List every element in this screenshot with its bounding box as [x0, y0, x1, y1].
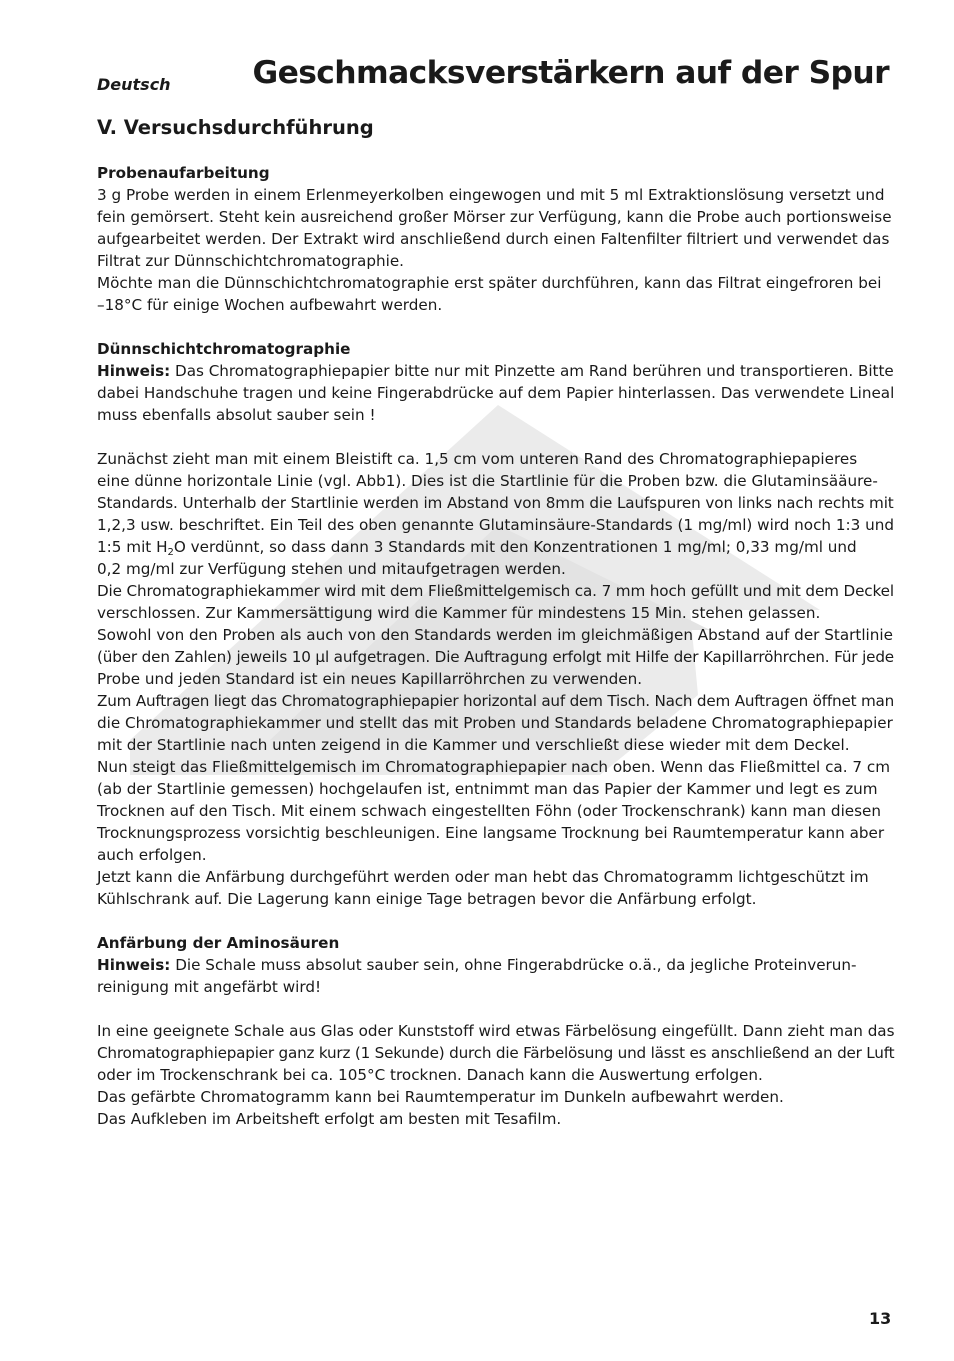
- paragraph-line: verschlossen. Zur Kammersättigung wird die Kammer für mindestens 15 Min. stehen gelassen.: [97, 604, 821, 622]
- spacer: [97, 998, 892, 1020]
- paragraph-line: In eine geeignete Schale aus Glas oder Kunststoff wird etwas Färbelösung eingefüllt. Dann zieht man das: [97, 1022, 895, 1040]
- paragraph-line: (über den Zahlen) jeweils 10 µl aufgetragen. Die Auftragung erfolgt mit Hilfe der Kapillarröhrchen. Für jede: [97, 648, 894, 666]
- paragraph-line: Jetzt kann die Anfärbung durchgeführt werden oder man hebt das Chromatogramm lichtgeschützt im: [97, 868, 869, 886]
- document-body: [97, 162, 895, 1130]
- paragraph-line: oder im Trockenschrank bei ca. 105°C trocknen. Danach kann die Auswertung erfolgen.: [97, 1066, 763, 1084]
- hint-line: [97, 954, 892, 976]
- paragraph-line: (ab der Startlinie gemessen) hochgelaufen ist, entnimmt man das Papier der Kammer und legt es zum: [97, 780, 878, 798]
- paragraph-line: mit der Startlinie nach unten zeigend in die Kammer und verschließt diese wieder mit dem Deckel.: [97, 736, 850, 754]
- paragraph-line: Probe und jeden Standard ist ein neues Kapillarröhrchen zu verwenden.: [97, 670, 643, 688]
- hint-line: [97, 360, 892, 382]
- paragraph-line: Chromatographiepapier ganz kurz (1 Sekunde) durch die Färbelösung und lässt es anschließend an der Luft: [97, 1044, 895, 1062]
- paragraph-line: Die Chromatographiekammer wird mit dem Fließmittelgemisch ca. 7 mm hoch gefüllt und mit dem Deckel: [97, 582, 894, 600]
- paragraph-line: 0,2 mg/ml zur Verfügung stehen und mitaufgetragen werden.: [97, 560, 566, 578]
- hint-text: Die Schale muss absolut sauber sein, ohne Fingerabdrücke o.ä., da jegliche Proteinverun-: [170, 956, 857, 974]
- paragraph-line: Trocknungsprozess vorsichtig beschleunigen. Eine langsame Trocknung bei Raumtemperatur kann aber: [97, 824, 885, 842]
- paragraph-line: –18°C für einige Wochen aufbewahrt werden.: [97, 296, 443, 314]
- hint-line: muss ebenfalls absolut sauber sein !: [97, 406, 376, 424]
- section-heading: V. Versuchsdurchführung: [97, 116, 374, 139]
- spacer: [97, 910, 892, 932]
- subheading-probenaufarbeitung: Probenaufarbeitung: [97, 164, 270, 182]
- paragraph-line: Sowohl von den Proben als auch von den Standards werden im gleichmäßigen Abstand auf der Startlinie: [97, 626, 893, 644]
- paragraph-line: Das Aufkleben im Arbeitsheft erfolgt am besten mit Tesafilm.: [97, 1110, 562, 1128]
- paragraph-line: eine dünne horizontale Linie (vgl. Abb1). Dies ist die Startlinie für die Proben bzw. die Glutaminsääure-: [97, 472, 878, 490]
- paragraph-line: aufgearbeitet werden. Der Extrakt wird anschließend durch einen Faltenfilter filtriert und verwendet das: [97, 230, 890, 248]
- hint-text: Das Chromatographiepapier bitte nur mit Pinzette am Rand berühren und transportieren. Bitte: [170, 362, 894, 380]
- page-header: [97, 55, 889, 105]
- language-label: Deutsch: [97, 75, 171, 94]
- paragraph-line: Kühlschrank auf. Die Lagerung kann einige Tage betragen bevor die Anfärbung erfolgt.: [97, 890, 757, 908]
- paragraph-line: Standards. Unterhalb der Startlinie werden im Abstand von 8mm die Laufspuren von links nach rechts mit: [97, 494, 894, 512]
- paragraph-line: Das gefärbte Chromatogramm kann bei Raumtemperatur im Dunkeln aufbewahrt werden.: [97, 1088, 784, 1106]
- hint-label: Hinweis:: [97, 362, 171, 380]
- paragraph-line: Trocknen auf den Tisch. Mit einem schwach eingestellten Föhn (oder Trockenschrank) kann man diesen: [97, 802, 882, 820]
- paragraph-line: die Chromatographiekammer und stellt das mit Proben und Standards beladene Chromatographiepapier: [97, 714, 893, 732]
- subheading-duennschichtchromatographie: Dünnschichtchromatographie: [97, 340, 351, 358]
- page-number: 13: [869, 1309, 892, 1328]
- paragraph-line: auch erfolgen.: [97, 846, 207, 864]
- paragraph-line: 1,2,3 usw. beschriftet. Ein Teil des oben genannte Glutaminsäure-Standards (1 mg/ml) wird noch 1:3 und: [97, 516, 894, 534]
- subscript-2: 2: [167, 547, 174, 558]
- spacer: [97, 316, 892, 338]
- hint-label: Hinweis:: [97, 956, 171, 974]
- hint-line: reinigung mit angefärbt wird!: [97, 978, 322, 996]
- page-title: Geschmacksverstärkern auf der Spur: [252, 55, 889, 91]
- subheading-anfaerbung: Anfärbung der Aminosäuren: [97, 934, 340, 952]
- hint-line: dabei Handschuhe tragen und keine Fingerabdrücke auf dem Papier hinterlassen. Das verwendete Lineal: [97, 384, 895, 402]
- paragraph-line: 3 g Probe werden in einem Erlenmeyerkolben eingewogen und mit 5 ml Extraktionslösung versetzt und: [97, 186, 885, 204]
- spacer: [97, 426, 892, 448]
- paragraph-line: fein gemörsert. Steht kein ausreichend großer Mörser zur Verfügung, kann die Probe auch portionsweise: [97, 208, 892, 226]
- paragraph-line: Filtrat zur Dünnschichtchromatographie.: [97, 252, 405, 270]
- paragraph-line: Zunächst zieht man mit einem Bleistift ca. 1,5 cm vom unteren Rand des Chromatographiepapieres: [97, 450, 858, 468]
- paragraph-line: Zum Auftragen liegt das Chromatographiepapier horizontal auf dem Tisch. Nach dem Auftragen öffnet man: [97, 692, 895, 710]
- paragraph-line: Nun steigt das Fließmittelgemisch im Chromatographiepapier nach oben. Wenn das Fließmittel ca. 7 cm: [97, 758, 891, 776]
- paragraph-line-h2o: 1:5 mit $H_2O$ verdünnt, so dass dann 3 Standards mit den Konzentrationen 1 mg/ml; 0,33 mg/ml und: [97, 538, 857, 558]
- paragraph-line: Möchte man die Dünnschichtchromatographie erst später durchführen, kann das Filtrat eingefroren bei: [97, 274, 882, 292]
